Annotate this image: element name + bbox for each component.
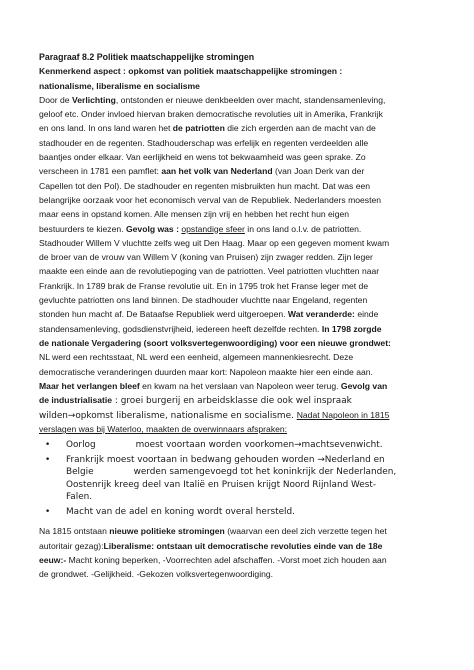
paragraph-line: Capellen tot den Pol). De stadhouder en regenten misbruikten hun macht. Dat was een	[39, 180, 371, 191]
paragraph-line: standensamenleving, godsdienstvrijheid, iedereen heeft dezelfde rechten. In 1798 zorgde	[39, 323, 382, 334]
paragraph-line: maar eens in opstand komen. Alle mensen zijn vrij en hebben het recht hun eigen	[39, 209, 350, 220]
aspect-line-1: Kenmerkend aspect : opkomst van politiek maatschappelijke stromingen :	[39, 66, 343, 77]
paragraph-line: geloof etc. Onder invloed hiervan braken democratische revoluties uit in Amerika, Frankrijk	[39, 109, 383, 120]
paragraph-line: verscheen in 1781 een pamflet: aan het volk van Nederland (van Joan Derk van der	[39, 166, 365, 177]
paragraph-line: democratische veranderingen duurden maar kort: Napoleon maakte hier een einde aan.	[39, 366, 373, 377]
paragraph-line: verslagen was bij Waterloo, maakten de overwinnaars afspraken:	[39, 424, 288, 435]
paragraph-line: de industrialisatie : groei burgerij en arbeidsklasse die ook wel inspraak	[39, 395, 352, 407]
list-item: • Macht van de adel en koning wordt overal hersteld.	[45, 506, 295, 517]
bullet-icon: •	[45, 454, 51, 465]
paragraph-line: stonden hun macht af. De Bataafse Republiek werd uitgeroepen. Wat veranderde: einde	[39, 309, 379, 320]
document-page	[39, 50, 443, 582]
paragraph-line: Na 1815 ontstaan nieuwe politieke stromingen (waarvan een deel zich verzette tegen het	[39, 526, 387, 537]
section-heading: Paragraaf 8.2 Politiek maatschappelijke stromingen	[39, 52, 255, 62]
paragraph-line: Maar het verlangen bleef en kwam na het verslaan van Napoleon weer terug. Gevolg van	[39, 380, 388, 391]
paragraph-line: Frankrijk. In 1789 brak de Franse revolutie uit. En in 1795 trok het Franse leger met de	[39, 280, 369, 291]
paragraph-line: eeuw:- Macht koning beperken, -Voorrechten adel afschaffen. -Vorst moet zich houden aan	[39, 555, 387, 566]
paragraph-line: maakte een einde aan de revolutiepoging van de patriotten. Veel patriotten vluchtten naar	[39, 266, 380, 277]
bullet-icon: •	[45, 506, 51, 517]
paragraph-line: de nationale Vergadering (soort volksvertegenwoordiging) voor een nieuwe grondwet:	[39, 337, 391, 348]
paragraph-line: de grondwet. -Gelijkheid. -Gekozen volksvertegenwoordiging.	[39, 569, 274, 580]
paragraph-line: belangrijke oorzaak voor het economisch verval van de Republiek. Nederlanders moesten	[39, 194, 382, 205]
paragraph-line: stadhouder en de regenten. Stadhouderschap was erfelijk en regenten verdeelden alle	[39, 137, 369, 148]
bullet-icon: •	[45, 440, 51, 451]
paragraph-line: en ons land. In ons land waren het de patriotten die zich ergerden aan de macht van de	[39, 123, 376, 134]
paragraph-line: baantjes onder elkaar. Van eerlijkheid en wens tot bekwaamheid was geen sprake. Zo	[39, 152, 366, 163]
list-item: • Oorlog moest voortaan worden voorkomen→machtsevenwicht.	[45, 440, 383, 451]
paragraph-line: autoritair gezag):Liberalisme: ontstaan uit democratische revoluties einde van de 18e	[39, 540, 383, 551]
bullet-list	[39, 439, 443, 518]
paragraph-line: Stadhouder Willem V vluchtte zelfs weg uit Den Haag. Maar op een gegeven moment kwam	[39, 237, 390, 248]
paragraph-line: de broer van de vrouw van Willem V (koning van Pruisen) zijn zwager redden. Zijn leger	[39, 252, 373, 263]
paragraph-line: gevluchte patriotten ons land binnen. De stadhouder vluchtte naar Engeland, regenten	[39, 295, 368, 306]
paragraph-line: bestuurders te kiezen. Gevolg was : opstandige sfeer in ons land o.l.v. de patriotten.	[39, 223, 362, 234]
list-item: • Frankrijk moest voortaan in bedwang gehouden worden →Nederland en Belgie werden samengevoegd tot het koninkrijk der Nederlanden, Oostenrijk kreeg deel van Italië en Pruisen krijgt Noord Rijnland West- Falen.	[45, 454, 397, 503]
paragraph-line: Door de Verlichting, ontstonden er nieuwe denkbeelden over macht, standensamenleving,	[39, 94, 386, 105]
paragraph-line: wilden→opkomst liberalisme, nationalisme en socialisme. Nadat Napoleon in 1815	[39, 409, 390, 421]
paragraph-line: NL werd een rechtsstaat, NL werd een eenheid, algemeen mannenkiesrecht. Deze	[39, 352, 354, 363]
aspect-line-2: nationalisme, liberalisme en socialisme	[39, 80, 200, 91]
